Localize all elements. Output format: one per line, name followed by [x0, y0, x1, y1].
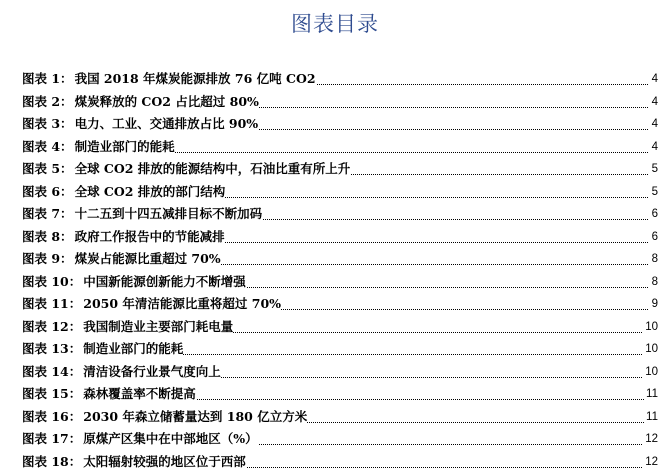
toc-entry-page: 4	[650, 115, 658, 133]
toc-entry-label: 图表 17：	[22, 430, 83, 448]
toc-entry-text: 煤炭占能源比重超过 70%	[75, 250, 221, 268]
toc-entry[interactable]	[22, 408, 658, 431]
toc-entry-label: 图表 11：	[22, 295, 83, 313]
toc-entry-label: 图表 18：	[22, 453, 83, 471]
toc-entry-label: 图表 3：	[22, 115, 75, 133]
toc-entry[interactable]	[22, 273, 658, 296]
toc-entry-text: 我国制造业主要部门耗电量	[83, 318, 233, 336]
toc-entry[interactable]	[22, 453, 658, 475]
toc-entry-page: 10	[643, 363, 658, 381]
toc-entry-text: 全球 CO2 排放的部门结构	[75, 183, 226, 201]
toc-entry-text: 全球 CO2 排放的能源结构中，石油比重有所上升	[75, 160, 351, 178]
toc-entry-label: 图表 4：	[22, 138, 75, 156]
toc-entry-page: 8	[650, 273, 658, 291]
toc-entry-text: 森林覆盖率不断提高	[83, 385, 196, 403]
toc-entry-text: 清洁设备行业景气度向上	[83, 363, 221, 381]
toc-entry-label: 图表 13：	[22, 340, 83, 358]
toc-entry-page: 5	[650, 183, 658, 201]
toc-entry-text: 原煤产区集中在中部地区（%）	[83, 430, 257, 448]
toc-entry[interactable]	[22, 115, 658, 138]
toc-entry-page: 12	[643, 430, 658, 448]
toc-entry[interactable]	[22, 340, 658, 363]
toc-entry[interactable]	[22, 205, 658, 228]
toc-entry[interactable]	[22, 160, 658, 183]
toc-entry-page: 4	[650, 70, 658, 88]
toc-entry-label: 图表 10：	[22, 273, 83, 291]
toc-entry-page: 6	[650, 205, 658, 223]
toc-entry-page: 10	[643, 318, 658, 336]
toc-entry-page: 4	[650, 138, 658, 156]
toc-entry[interactable]	[22, 138, 658, 161]
toc-entry-text: 十二五到十四五减排目标不断加码	[75, 205, 263, 223]
toc-entry-page: 11	[644, 408, 658, 426]
toc-entry-label: 图表 14：	[22, 363, 83, 381]
toc-entry-text: 制造业部门的能耗	[75, 138, 175, 156]
toc-entry[interactable]	[22, 250, 658, 273]
toc-entry-label: 图表 16：	[22, 408, 83, 426]
toc-entry[interactable]	[22, 183, 658, 206]
toc-entry[interactable]	[22, 93, 658, 116]
toc-list	[22, 70, 658, 475]
toc-entry-label: 图表 6：	[22, 183, 75, 201]
toc-entry-text: 制造业部门的能耗	[83, 340, 183, 358]
toc-entry-text: 我国 2018 年煤炭能源排放 76 亿吨 CO2	[75, 70, 316, 88]
toc-entry-text: 政府工作报告中的节能减排	[75, 228, 225, 246]
toc-entry-text: 中国新能源创新能力不断增强	[83, 273, 246, 291]
toc-entry-text: 2030 年森立储蓄量达到 180 亿立方米	[83, 408, 307, 426]
toc-entry[interactable]	[22, 430, 658, 453]
toc-entry[interactable]	[22, 228, 658, 251]
toc-entry-label: 图表 5：	[22, 160, 75, 178]
toc-title: 图表目录	[0, 8, 670, 38]
toc-entry-page: 8	[650, 250, 658, 268]
toc-entry-text: 电力、工业、交通排放占比 90%	[75, 115, 259, 133]
toc-entry[interactable]	[22, 318, 658, 341]
toc-entry[interactable]	[22, 295, 658, 318]
toc-entry-page: 5	[650, 160, 658, 178]
toc-entry-label: 图表 12：	[22, 318, 83, 336]
toc-entry[interactable]	[22, 70, 658, 93]
toc-entry-label: 图表 7：	[22, 205, 75, 223]
toc-entry-page: 6	[650, 228, 658, 246]
toc-entry-page: 4	[650, 93, 658, 111]
toc-entry-page: 9	[650, 295, 658, 313]
toc-entry-label: 图表 9：	[22, 250, 75, 268]
toc-entry-text: 煤炭释放的 CO2 占比超过 80%	[75, 93, 259, 111]
toc-entry-page: 12	[643, 453, 658, 471]
toc-entry-page: 10	[643, 340, 658, 358]
toc-entry-text: 太阳辐射较强的地区位于西部	[83, 453, 246, 471]
toc-entry-label: 图表 1：	[22, 70, 75, 88]
toc-entry[interactable]	[22, 363, 658, 386]
toc-entry-text: 2050 年清洁能源比重将超过 70%	[83, 295, 281, 313]
toc-entry[interactable]	[22, 385, 658, 408]
toc-entry-page: 11	[644, 385, 658, 403]
toc-entry-label: 图表 15：	[22, 385, 83, 403]
toc-entry-label: 图表 2：	[22, 93, 75, 111]
toc-entry-label: 图表 8：	[22, 228, 75, 246]
